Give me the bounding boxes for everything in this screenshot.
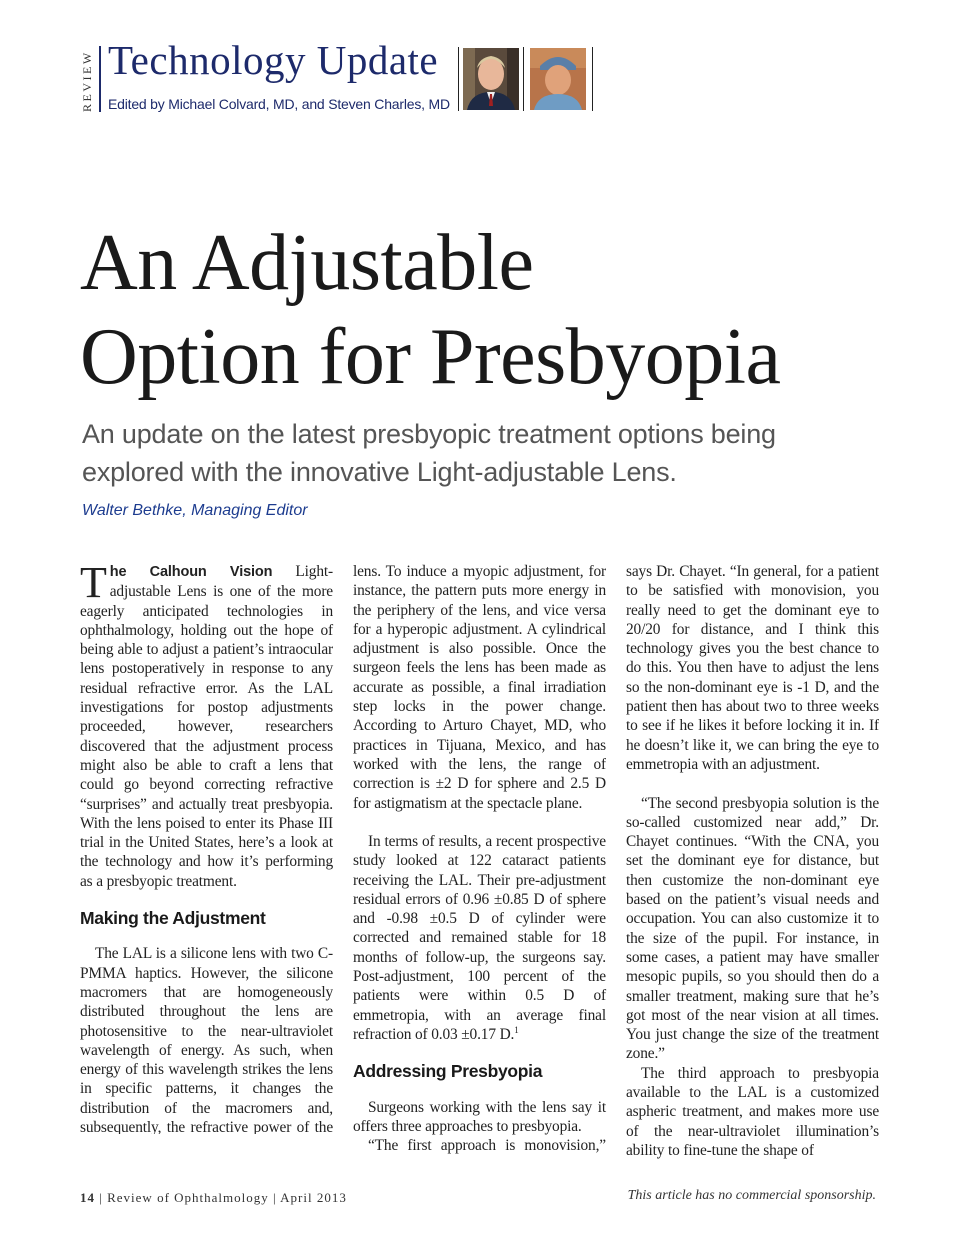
review-vertical-label: REVIEW (80, 50, 94, 112)
section-title: Technology Update (108, 37, 439, 83)
lead-in: he Calhoun Vision (109, 564, 273, 580)
subhead-addressing-presbyopia: Addressing Presbyopia (353, 1061, 543, 1082)
publication-name: Review of Ophthalmology (107, 1190, 269, 1205)
photo-divider (523, 47, 524, 111)
sponsorship-note: This article has no commercial sponsorship. (627, 1188, 876, 1203)
paragraph-6: “The second presbyopia solution is the so-called customized near add,” Dr. Chayet continues. “With the CNA, you set the dominant eye for distance, but then customize the non-dominant eye based on the patient’s visual needs and occupation. You can also customize it to the size of the pupil. For instance, in some cases, a patient may have smaller mesopic pupils, so you should then do a smaller treatment, making sure that he’s got most of the near vision at all times. You just change the size of the treatment zone.” (626, 794, 879, 1063)
page-footer (80, 1190, 347, 1206)
column-2 (353, 562, 606, 1155)
editor-photo-charles (530, 48, 586, 110)
issue-date: April 2013 (280, 1190, 347, 1205)
paragraph (80, 558, 333, 891)
page-number: 14 (80, 1190, 95, 1205)
footnote-ref: 1 (514, 1024, 519, 1035)
paragraph-5-start (353, 1136, 606, 1155)
byline: Walter Bethke, Managing Editor (82, 502, 308, 519)
article-subtitle: An update on the latest presbyopic treatment options being explored with the innovative Light-adjustable Lens. (82, 419, 776, 487)
footer-separator: | (99, 1190, 103, 1205)
header-rule (99, 46, 101, 112)
paragraph-5-continued (626, 562, 879, 794)
paragraph-1-text: Light-adjustable Lens is one of the more eagerly anticipated technologies in ophthalmology, holding out the hope of being able to adjust a patient’s intraocular lens postoperatively in response to any residual refractive error. As the LAL investigations for postop adjustments proceeded, however, researchers discovered that the adjustment process might also be able to craft a lens that could go beyond correcting refractive “surprises” and actually treat presbyopia. With the lens poised to enter its Phase III trial in the United States, here’s a look at the technology and how it’s performing as a presbyopic treatment. (80, 563, 333, 890)
paragraph-2: The LAL is a silicone lens with two C-PMMA haptics. However, the silicone macromers that are homogeneously distributed throughout the lens are photosensitive to the near-ultraviolet wavelength of energy. As such, when energy of this wavelength strikes the lens in specific patterns, it changes the distribution of the macromers and, subsequently, the refractive power of the (80, 945, 333, 1135)
photo-divider (592, 47, 593, 111)
paragraph-7: The third approach to presbyopia available to the LAL is a customized aspheric treatment, and makes more use of the near-ultraviolet illumination’s ability to fine-tune the shape of (626, 1064, 879, 1159)
editors-credit: Edited by Michael Colvard, MD, and Steven Charles, MD (108, 96, 450, 112)
drop-cap: T (80, 558, 107, 607)
column-3 (626, 562, 879, 1160)
subhead-making-adjustment: Making the Adjustment (80, 908, 266, 929)
article-title (80, 216, 781, 404)
editor-photo-colvard (463, 48, 519, 110)
paragraph-5-overflow: says Dr. Chayet. “In general, for a patient to be satisfied with monovision, you really need to get the dominant eye to 20/20 for distance, and I think this technology gives you the best chance to do this. You then have to adjust the lens so the non-dominant eye is -1 D, and the patient then has about two to three weeks to see if he likes it before locking it in. If he doesn’t like it, we can bring the eye to emmetropia with an adjustment. (626, 563, 879, 773)
title-line-1: An Adjustable (80, 219, 534, 307)
paragraph-3 (353, 832, 606, 1044)
paragraph-3-text: In terms of results, a recent prospective study looked at 122 cataract patients receiving the LAL. Their pre-adjustment residual errors of 0.96 ±0.85 D of sphere and -0.98 ±0.5 D of cylinder were corrected and remained stable for 18 months of follow-up, the surgeons say. Post-adjustment, 100 percent of the patients were within 0.5 D of emmetropia, with an average final refraction of 0.03 ±0.17 D. (353, 833, 606, 1043)
column-1 (80, 558, 333, 1135)
paragraph-4: Surgeons working with the lens say it offers three approaches to presbyopia. (353, 1098, 606, 1135)
paragraph-5-text: “The first approach is monovision,” (368, 1137, 606, 1155)
title-line-2: Option for Presbyopia (80, 313, 781, 401)
paragraph-2-overflow: lens. To induce a myopic adjustment, for instance, the pattern puts more energy in the periphery of the lens, and vice versa for a hyperopic adjustment. A cylindrical adjustment is also possible. Once the surgeon feels the lens has been made as accurate as possible, a final irradiation step locks in the power change. According to Arturo Chayet, MD, who practices in Tijuana, Mexico, and has worked with the lens, the range of correction is ±2 D for sphere and 2.5 D for astigmatism at the spectacle plane. (353, 562, 606, 812)
paragraph-2-continued (353, 562, 606, 832)
footer-separator: | (273, 1190, 277, 1205)
photo-divider (458, 47, 459, 111)
